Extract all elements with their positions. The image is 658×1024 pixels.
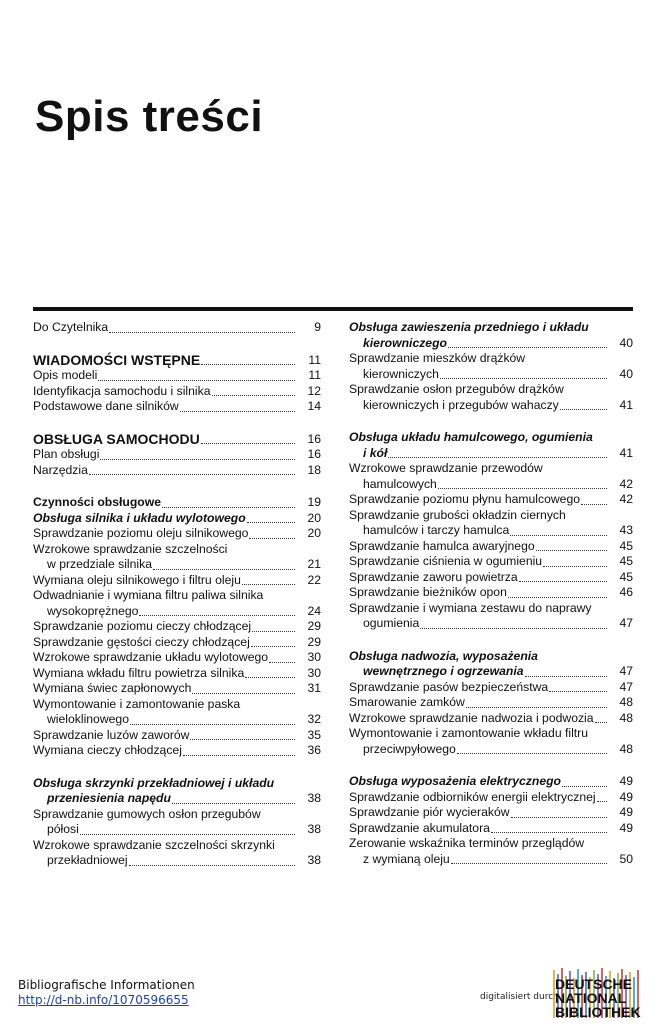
toc-entry-continuation: i kół <box>363 445 388 460</box>
dot-leader <box>183 755 295 756</box>
toc-page-number: 50 <box>619 851 633 866</box>
toc-entry-title: Identyfikacja samochodu i silnika <box>33 383 211 398</box>
toc-entry-title: Wzrokowe sprawdzanie szczelności skrzynki <box>33 837 275 852</box>
toc-entry[interactable] <box>33 776 321 807</box>
toc-entry[interactable] <box>349 461 633 492</box>
toc-entry-title: Wzrokowe sprawdzanie przewodów <box>349 461 543 475</box>
dot-leader <box>525 676 608 677</box>
dot-leader <box>448 347 607 348</box>
bibliographic-link[interactable]: http://d-nb.info/1070596655 <box>18 993 189 1007</box>
toc-page-number: 45 <box>619 538 633 553</box>
toc-page-number: 42 <box>619 492 633 506</box>
toc-page-number: 30 <box>307 665 321 680</box>
toc-entry[interactable] <box>33 353 321 369</box>
dot-leader <box>549 691 607 692</box>
toc-entry-continuation: przekładniowej <box>47 853 128 867</box>
toc-entry[interactable] <box>33 635 321 651</box>
toc-entry[interactable] <box>349 554 633 570</box>
dot-leader <box>491 832 607 833</box>
toc-entry-title: Obsługa układu hamulcowego, ogumienia <box>349 430 593 444</box>
dot-leader <box>201 443 295 444</box>
toc-entry-title: Zerowanie wskaźnika terminów przeglądów <box>349 836 585 850</box>
logo-line-1: DEUTSCHE <box>555 976 633 992</box>
toc-page-number: 45 <box>619 554 633 568</box>
dot-leader <box>466 707 607 708</box>
toc-entry-continuation: wieloklinowego <box>47 712 129 726</box>
toc-entry-continuation: kierowniczych <box>363 366 439 381</box>
toc-entry[interactable] <box>33 542 321 573</box>
dot-leader <box>560 409 607 410</box>
toc-entry-title: Opis modeli <box>33 368 98 382</box>
toc-entry[interactable] <box>33 573 321 589</box>
toc-entry-title: Obsługa zawieszenia przedniego i układu <box>349 320 589 334</box>
dot-leader <box>109 332 295 333</box>
toc-right-column <box>349 320 633 867</box>
toc-entry-continuation: ogumienia <box>363 616 420 630</box>
section-spacer <box>33 415 321 432</box>
toc-entry-title: Obsługa silnika i układu wylotowego <box>33 510 246 525</box>
dot-leader <box>510 535 607 536</box>
toc-entry-title: Wymiana oleju silnikowego i filtru oleju <box>33 572 241 587</box>
toc-entry-title: Wymontowanie i zamontowanie wkładu filtru <box>349 726 589 740</box>
toc-page-number: 46 <box>619 585 633 599</box>
toc-entry[interactable] <box>33 743 321 759</box>
toc-entry[interactable] <box>33 447 321 463</box>
toc-page-number: 49 <box>619 820 633 835</box>
toc-entry-title: Sprawdzanie ciśnienia w ogumieniu <box>349 554 543 568</box>
toc-page-number: 24 <box>307 603 321 618</box>
toc-entry[interactable] <box>33 728 321 744</box>
dot-leader <box>581 504 607 505</box>
toc-page-number: 21 <box>307 557 321 571</box>
toc-entry-title: Obsługa wyposażenia elektrycznego <box>349 774 561 788</box>
toc-entry-title: Sprawdzanie luzów zaworów <box>33 727 190 742</box>
dnb-logo-icon <box>552 968 642 1020</box>
toc-entry[interactable] <box>33 697 321 728</box>
toc-entry[interactable] <box>349 320 633 351</box>
dnb-credit <box>480 968 640 1018</box>
toc-page-number: 9 <box>314 320 321 334</box>
toc-entry-title: Sprawdzanie i wymiana zestawu do naprawy <box>349 600 592 615</box>
toc-entry-continuation: wewnętrznego i ogrzewania <box>363 664 524 678</box>
toc-page-number: 20 <box>307 510 321 525</box>
dot-leader <box>129 865 295 866</box>
toc-entry[interactable] <box>33 463 321 479</box>
toc-entry[interactable] <box>349 649 633 680</box>
digitized-by-text: digitalisiert durch <box>480 992 559 1002</box>
toc-page-number: 31 <box>307 681 321 695</box>
dot-leader <box>440 378 607 379</box>
toc-entry-title: Sprawdzanie grubości okładzin ciernych <box>349 507 566 522</box>
toc-page-number: 48 <box>619 695 633 709</box>
toc-page-number: 38 <box>307 791 321 805</box>
toc-entry-title: Do Czytelnika <box>33 320 109 334</box>
toc-entry-title: Sprawdzanie mieszków drążków <box>349 351 526 365</box>
toc-entry-title: Sprawdzanie hamulca awaryjnego <box>349 538 535 553</box>
bibliographic-label: Bibliografische Informationen <box>18 978 195 992</box>
dot-leader <box>252 631 295 632</box>
toc-entry[interactable] <box>349 382 633 413</box>
toc-entry-continuation: w przedziale silnika <box>47 557 152 571</box>
toc-entry-title: Sprawdzanie gęstości cieczy chłodzącej <box>33 634 250 649</box>
toc-page-number: 38 <box>307 822 321 836</box>
dot-leader <box>100 459 295 460</box>
toc-page-number: 40 <box>619 335 633 350</box>
toc-entry-title: Sprawdzanie zaworu powietrza <box>349 569 518 584</box>
toc-entry[interactable] <box>33 666 321 682</box>
toc-entry-title: Sprawdzanie poziomu oleju silnikowego <box>33 526 249 540</box>
toc-page-number: 48 <box>619 710 633 725</box>
dot-leader <box>438 488 607 489</box>
toc-page-number: 49 <box>619 805 633 819</box>
toc-page-number: 47 <box>619 679 633 694</box>
dot-leader <box>98 380 295 381</box>
toc-page-number: 41 <box>619 397 633 412</box>
toc-entry[interactable] <box>33 838 321 869</box>
toc-entry-title: Sprawdzanie osłon przegubów drążków <box>349 382 564 396</box>
toc-entry[interactable] <box>33 588 321 619</box>
toc-entry-title: Obsługa nadwozia, wyposażenia <box>349 648 538 663</box>
toc-page-number: 16 <box>307 431 321 446</box>
dot-leader <box>269 662 295 663</box>
toc-entry[interactable] <box>33 650 321 666</box>
toc-page-number: 18 <box>307 462 321 477</box>
toc-page-number: 12 <box>307 383 321 398</box>
toc-entry[interactable] <box>349 836 633 867</box>
toc-page-number: 40 <box>619 366 633 381</box>
toc-entry-title: OBSŁUGA SAMOCHODU <box>33 430 200 447</box>
toc-entry[interactable] <box>33 432 321 448</box>
toc-entry-title: Plan obsługi <box>33 447 100 461</box>
dot-leader <box>245 677 295 678</box>
toc-page-number: 47 <box>619 616 633 630</box>
toc-page-number: 19 <box>307 495 321 509</box>
dot-leader <box>519 581 607 582</box>
toc-entry[interactable] <box>33 384 321 400</box>
toc-entry[interactable] <box>349 508 633 539</box>
toc-page-number: 29 <box>307 634 321 649</box>
toc-entry-continuation: kierowniczego <box>363 335 447 350</box>
toc-page-number: 29 <box>307 619 321 633</box>
toc-entry-continuation: wysokoprężnego <box>47 603 139 618</box>
dot-leader <box>247 522 295 523</box>
dot-leader <box>89 474 295 475</box>
toc-entry-title: Wzrokowe sprawdzanie nadwozia i podwozia <box>349 710 594 725</box>
dot-leader <box>543 566 607 567</box>
dot-leader <box>595 722 607 723</box>
toc-entry-title: Obsługa skrzynki przekładniowej i układu <box>33 775 275 790</box>
toc-entry-title: Sprawdzanie akumulatora <box>349 820 490 835</box>
section-spacer <box>33 478 321 495</box>
toc-entry[interactable] <box>349 726 633 757</box>
toc-page-number: 42 <box>619 476 633 491</box>
toc-entry[interactable] <box>349 585 633 601</box>
toc-entry[interactable] <box>33 681 321 697</box>
page-title: Spis treści <box>35 92 264 141</box>
dot-leader <box>139 615 295 616</box>
toc-page-number: 45 <box>619 569 633 584</box>
toc-entry[interactable] <box>349 351 633 382</box>
toc-entry-title: Smarowanie zamków <box>349 695 465 709</box>
toc-page-number: 38 <box>307 853 321 867</box>
toc-entry-continuation: hamulcowych <box>363 476 437 491</box>
toc-entry-continuation: przeciwpyłowego <box>363 741 456 756</box>
dot-leader <box>162 507 295 508</box>
toc-entry-continuation: przeniesienia napędu <box>47 791 171 805</box>
toc-entry[interactable] <box>349 430 633 461</box>
toc-page-number: 43 <box>619 523 633 537</box>
dot-leader <box>420 628 607 629</box>
toc-page-number: 16 <box>307 447 321 461</box>
toc-page-number: 36 <box>307 743 321 757</box>
toc-entry-title: Sprawdzanie poziomu płynu hamulcowego <box>349 492 581 506</box>
logo-line-3: BIBLIOTHEK <box>555 1004 641 1020</box>
dot-leader <box>190 739 295 740</box>
toc-entry[interactable] <box>349 774 633 790</box>
dot-leader <box>172 803 295 804</box>
dot-leader <box>201 364 295 365</box>
toc-page-number: 20 <box>307 526 321 540</box>
toc-entry[interactable] <box>33 511 321 527</box>
toc-entry[interactable] <box>349 680 633 696</box>
toc-entry-title: Wymiana wkładu filtru powietrza silnika <box>33 665 245 680</box>
dot-leader <box>511 817 607 818</box>
bibliographic-info <box>18 978 195 1008</box>
dot-leader <box>536 550 607 551</box>
toc-page-number: 11 <box>308 352 321 367</box>
toc-page-number: 14 <box>307 399 321 413</box>
toc-entry-title: Odwadnianie i wymiana filtru paliwa silnika <box>33 588 264 602</box>
dot-leader <box>562 786 607 787</box>
toc-entry[interactable] <box>33 807 321 838</box>
dot-leader <box>180 411 295 412</box>
toc-entry-title: Wymontowanie i zamontowanie paska <box>33 696 241 711</box>
toc-entry-title: WIADOMOŚCI WSTĘPNE <box>33 351 201 368</box>
dot-leader <box>251 646 295 647</box>
toc-entry[interactable] <box>33 399 321 415</box>
section-spacer <box>349 757 633 774</box>
section-spacer <box>349 413 633 430</box>
toc-page-number: 35 <box>307 727 321 742</box>
toc-entry[interactable] <box>33 368 321 384</box>
toc-entry-title: Sprawdzanie pasów bezpieczeństwa <box>349 679 549 694</box>
dot-leader <box>130 724 295 725</box>
toc-page-number: 48 <box>619 741 633 756</box>
toc-page-number: 11 <box>308 368 321 382</box>
toc-page-number: 49 <box>619 774 633 788</box>
toc-entry-title: Czynności obsługowe <box>33 495 161 509</box>
dot-leader <box>451 863 607 864</box>
toc-entry[interactable] <box>33 320 321 336</box>
toc-page-number: 49 <box>619 789 633 804</box>
toc-entry-continuation: hamulców i tarczy hamulca <box>363 523 510 537</box>
dot-leader <box>388 457 607 458</box>
toc-entry[interactable] <box>33 619 321 635</box>
toc-entry-title: Sprawdzanie odbiorników energii elektrycznej <box>349 789 596 804</box>
toc-entry[interactable] <box>349 821 633 837</box>
section-spacer <box>349 632 633 649</box>
toc-entry-title: Wymiana świec zapłonowych <box>33 681 192 695</box>
dot-leader <box>192 693 295 694</box>
toc-entry[interactable] <box>349 695 633 711</box>
toc-entry[interactable] <box>33 526 321 542</box>
section-spacer <box>33 759 321 776</box>
toc-entry[interactable] <box>349 805 633 821</box>
toc-entry[interactable] <box>33 495 321 511</box>
toc-page-number: 22 <box>307 572 321 587</box>
title-divider <box>33 307 633 311</box>
toc-entry-title: Sprawdzanie gumowych osłon przegubów <box>33 806 261 821</box>
toc-entry[interactable] <box>349 570 633 586</box>
dot-leader <box>242 584 295 585</box>
toc-entry[interactable] <box>349 711 633 727</box>
dot-leader <box>249 538 295 539</box>
toc-entry-title: Narzędzia <box>33 462 88 477</box>
dot-leader <box>212 395 296 396</box>
toc-page-number: 30 <box>307 650 321 664</box>
dot-leader <box>597 801 607 802</box>
toc-entry-title: Sprawdzanie poziomu cieczy chłodzącej <box>33 619 252 633</box>
toc-entry[interactable] <box>349 601 633 632</box>
dot-leader <box>508 597 607 598</box>
section-spacer <box>33 336 321 353</box>
toc-entry-title: Sprawdzanie piór wycieraków <box>349 805 510 819</box>
toc-entry[interactable] <box>349 790 633 806</box>
toc-page-number: 32 <box>307 712 321 726</box>
toc-entry-title: Podstawowe dane silników <box>33 399 179 413</box>
logo-line-2: NATIONAL <box>555 990 627 1006</box>
toc-entry-continuation: półosi <box>47 822 79 836</box>
dot-leader <box>457 753 607 754</box>
toc-entry-continuation: z wymianą oleju <box>363 851 450 866</box>
toc-entry-title: Sprawdzanie bieżników opon <box>349 585 507 599</box>
dot-leader <box>80 834 295 835</box>
toc-page-number: 47 <box>619 664 633 678</box>
toc-page-number: 41 <box>619 445 633 460</box>
toc-entry[interactable] <box>349 492 633 508</box>
toc-entry-title: Wymiana cieczy chłodzącej <box>33 743 182 757</box>
toc-entry-title: Wzrokowe sprawdzanie układu wylotowego <box>33 650 269 664</box>
toc-entry-title: Wzrokowe sprawdzanie szczelności <box>33 541 228 556</box>
toc-entry[interactable] <box>349 539 633 555</box>
toc-left-column <box>33 320 321 869</box>
dot-leader <box>153 569 295 570</box>
toc-entry-continuation: kierowniczych i przegubów wahaczy <box>363 397 559 412</box>
